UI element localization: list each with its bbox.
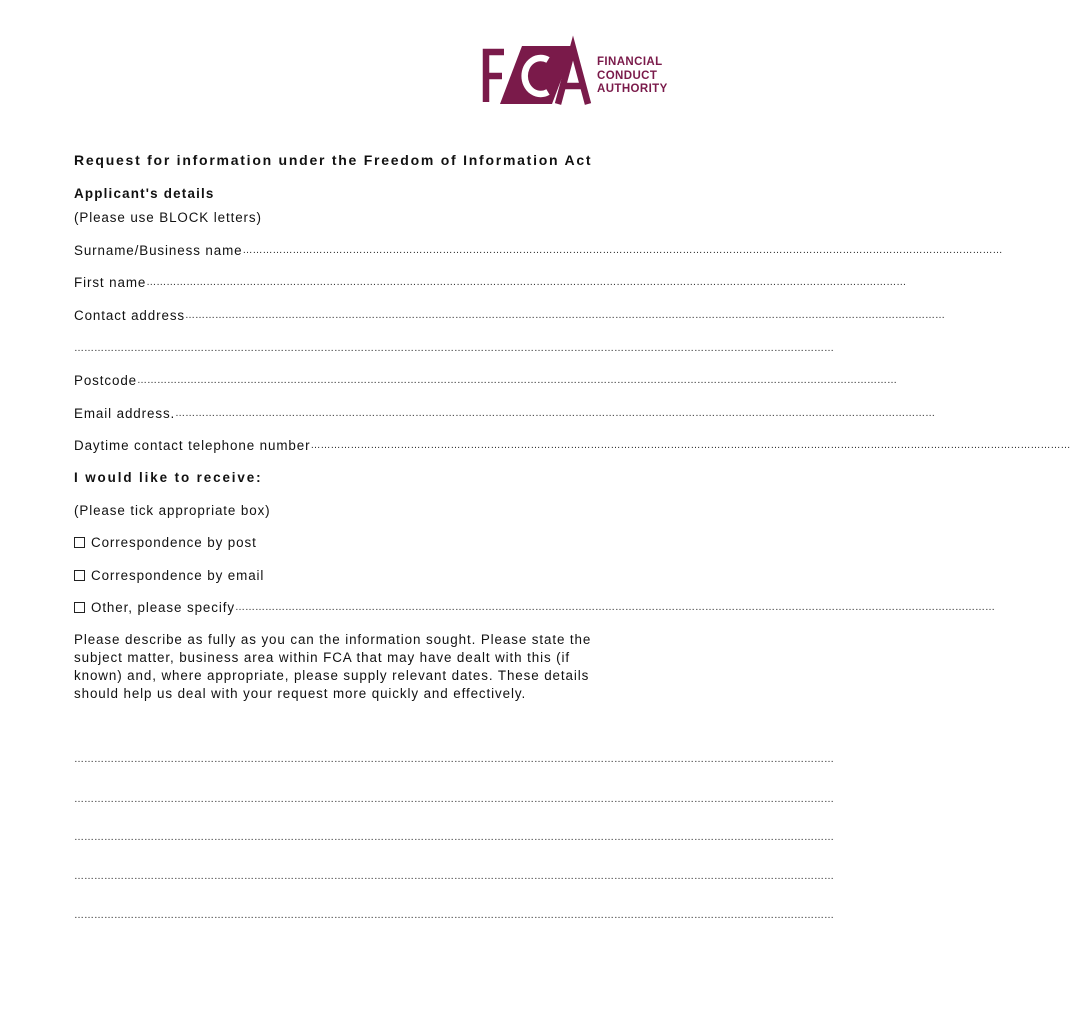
- contact-address-field[interactable]: [74, 308, 946, 323]
- option-other-label: Other, please specify: [91, 600, 235, 615]
- checkbox-post[interactable]: [74, 537, 85, 548]
- email-label: Email address.: [74, 406, 176, 421]
- email-dots: …………………………………………………………………………………………………………………………………………………………………………………………………………: [175, 408, 936, 419]
- postcode-label: Postcode: [74, 373, 138, 388]
- description-line-1: Please describe as fully as you can the information sought. Please state the: [74, 632, 592, 647]
- answer-line-5-dots: …………………………………………………………………………………………………………………………………………………………………………………………………………: [74, 910, 834, 921]
- answer-line-5[interactable]: [74, 908, 834, 923]
- phone-field[interactable]: [74, 438, 1070, 453]
- applicant-heading: Applicant's details: [74, 186, 215, 201]
- option-email[interactable]: [74, 568, 264, 583]
- option-email-label: Correspondence by email: [91, 568, 265, 583]
- answer-line-3[interactable]: [74, 830, 834, 845]
- logo-line-1: FINANCIAL: [597, 56, 663, 68]
- logo-line-3: AUTHORITY: [597, 83, 668, 95]
- description-paragraph: [74, 631, 634, 703]
- description-line-4: should help us deal with your request more quickly and effectively.: [74, 686, 527, 701]
- option-post-label: Correspondence by post: [91, 535, 257, 550]
- description-line-3: known) and, where appropriate, please supply relevant dates. These details: [74, 668, 590, 683]
- logo-letter-f: [486, 52, 504, 102]
- contact-address-line-2-dots: …………………………………………………………………………………………………………………………………………………………………………………………………………: [74, 343, 834, 354]
- first-name-label: First name: [74, 275, 147, 290]
- surname-label: Surname/Business name: [74, 243, 243, 258]
- receive-heading: I would like to receive:: [74, 470, 263, 485]
- answer-line-1[interactable]: [74, 752, 834, 767]
- checkbox-email[interactable]: [74, 570, 85, 581]
- answer-line-3-dots: …………………………………………………………………………………………………………………………………………………………………………………………………………: [74, 832, 834, 843]
- contact-address-dots: …………………………………………………………………………………………………………………………………………………………………………………………………………: [185, 310, 946, 321]
- answer-line-2-dots: …………………………………………………………………………………………………………………………………………………………………………………………………………: [74, 794, 834, 805]
- form-title: Request for information under the Freedom of Information Act: [74, 152, 593, 168]
- surname-field[interactable]: [74, 243, 1003, 258]
- surname-dots: …………………………………………………………………………………………………………………………………………………………………………………………………………: [242, 245, 1003, 256]
- checkbox-other[interactable]: [74, 602, 85, 613]
- phone-dots: …………………………………………………………………………………………………………………………………………………………………………………………………………: [310, 440, 1070, 451]
- option-other-dots: …………………………………………………………………………………………………………………………………………………………………………………………………………: [234, 602, 995, 613]
- logo-line-2: CONDUCT: [597, 69, 658, 82]
- answer-line-4-dots: …………………………………………………………………………………………………………………………………………………………………………………………………………: [74, 871, 834, 882]
- answer-line-1-dots: …………………………………………………………………………………………………………………………………………………………………………………………………………: [74, 754, 834, 765]
- option-other[interactable]: [74, 600, 995, 615]
- postcode-field[interactable]: [74, 373, 898, 388]
- postcode-dots: …………………………………………………………………………………………………………………………………………………………………………………………………………: [137, 375, 898, 386]
- first-name-dots: …………………………………………………………………………………………………………………………………………………………………………………………………………: [146, 277, 907, 288]
- phone-label: Daytime contact telephone number: [74, 438, 311, 453]
- block-letters-instruction: (Please use BLOCK letters): [74, 210, 262, 225]
- description-line-2: subject matter, business area within FCA that may have dealt with this (if: [74, 650, 571, 665]
- answer-line-4[interactable]: [74, 869, 834, 884]
- contact-address-label: Contact address: [74, 308, 186, 323]
- contact-address-line-2[interactable]: [74, 341, 834, 356]
- option-post[interactable]: [74, 535, 257, 550]
- first-name-field[interactable]: [74, 275, 907, 290]
- tick-instruction: (Please tick appropriate box): [74, 503, 271, 518]
- answer-line-2[interactable]: [74, 792, 834, 807]
- email-field[interactable]: [74, 406, 936, 421]
- logo-text: [597, 56, 668, 97]
